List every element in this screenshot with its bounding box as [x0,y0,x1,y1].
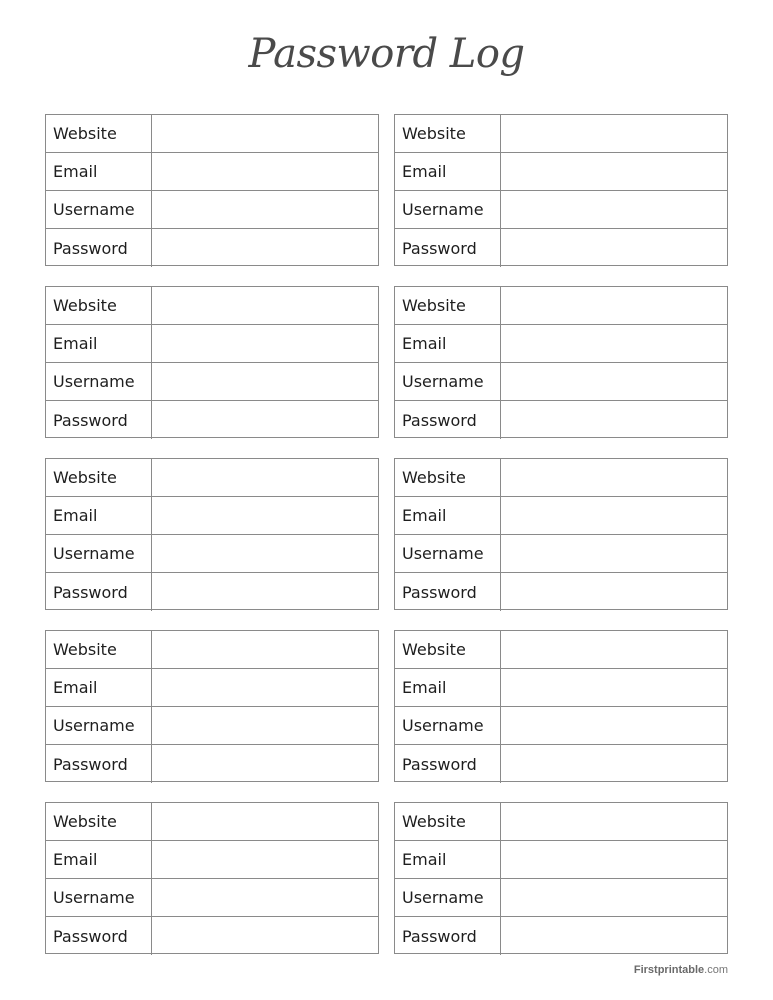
entry-card-8 [394,630,728,782]
row-username [395,535,727,573]
username-field[interactable] [152,879,378,916]
email-label: Email [395,669,501,706]
website-field[interactable] [152,631,378,668]
row-password [46,229,378,267]
email-label: Email [395,497,501,534]
email-label: Email [395,153,501,190]
username-label: Username [46,535,152,572]
username-label: Username [395,535,501,572]
entry-card-5 [45,458,379,610]
website-label: Website [395,287,501,324]
row-email [46,669,378,707]
password-field[interactable] [501,573,727,611]
row-email [395,669,727,707]
row-email [395,841,727,879]
entry-card-2 [394,114,728,266]
username-field[interactable] [501,191,727,228]
entry-card-7 [45,630,379,782]
email-label: Email [395,841,501,878]
row-password [395,573,727,611]
row-password [46,745,378,783]
email-field[interactable] [152,669,378,706]
row-website [46,115,378,153]
website-label: Website [46,459,152,496]
row-username [46,363,378,401]
email-field[interactable] [501,325,727,362]
row-password [46,573,378,611]
row-password [395,229,727,267]
password-field[interactable] [152,229,378,267]
website-field[interactable] [501,803,727,840]
website-label: Website [395,115,501,152]
email-label: Email [46,497,152,534]
entry-card-10 [394,802,728,954]
entry-card-3 [45,286,379,438]
password-label: Password [395,229,501,267]
username-label: Username [395,191,501,228]
brand-footer [634,964,728,976]
password-label: Password [395,573,501,611]
password-label: Password [46,745,152,783]
username-label: Username [46,707,152,744]
username-field[interactable] [152,363,378,400]
row-username [46,535,378,573]
row-website [395,459,727,497]
brand-name: Firstprintable [633,964,705,976]
email-label: Email [46,325,152,362]
email-label: Email [46,841,152,878]
email-field[interactable] [501,669,727,706]
password-label: Password [46,573,152,611]
password-field[interactable] [501,917,727,955]
row-email [46,841,378,879]
username-label: Username [46,363,152,400]
website-label: Website [46,631,152,668]
website-field[interactable] [501,115,727,152]
username-field[interactable] [152,191,378,228]
website-field[interactable] [152,803,378,840]
row-website [46,287,378,325]
username-field[interactable] [152,535,378,572]
website-field[interactable] [152,459,378,496]
email-field[interactable] [152,325,378,362]
row-username [46,707,378,745]
website-field[interactable] [501,459,727,496]
email-field[interactable] [152,153,378,190]
username-field[interactable] [152,707,378,744]
row-website [395,115,727,153]
row-email [46,153,378,191]
brand-domain: .com [704,964,728,976]
email-label: Email [46,153,152,190]
password-label: Password [395,401,501,439]
username-label: Username [395,879,501,916]
username-field[interactable] [501,363,727,400]
password-field[interactable] [501,745,727,783]
website-field[interactable] [152,287,378,324]
password-field[interactable] [152,917,378,955]
website-field[interactable] [501,287,727,324]
email-field[interactable] [501,497,727,534]
row-password [46,401,378,439]
row-email [46,325,378,363]
password-label: Password [46,917,152,955]
email-label: Email [395,325,501,362]
email-field[interactable] [501,153,727,190]
entry-card-6 [394,458,728,610]
password-field[interactable] [152,745,378,783]
row-username [395,191,727,229]
username-field[interactable] [501,879,727,916]
row-username [46,191,378,229]
row-password [395,917,727,955]
website-label: Website [46,115,152,152]
row-username [395,363,727,401]
website-label: Website [46,803,152,840]
email-field[interactable] [501,841,727,878]
password-label: Password [46,229,152,267]
entry-card-4 [394,286,728,438]
row-website [46,631,378,669]
row-email [395,153,727,191]
entry-card-9 [45,802,379,954]
website-label: Website [395,803,501,840]
row-password [395,745,727,783]
entry-card-1 [45,114,379,266]
password-field[interactable] [152,401,378,439]
website-label: Website [395,631,501,668]
website-field[interactable] [501,631,727,668]
username-label: Username [46,191,152,228]
password-field[interactable] [152,573,378,611]
website-label: Website [46,287,152,324]
username-label: Username [395,363,501,400]
row-email [395,325,727,363]
website-label: Website [395,459,501,496]
row-email [395,497,727,535]
password-field[interactable] [501,401,727,439]
password-log-grid [45,114,728,954]
row-website [395,287,727,325]
row-email [46,497,378,535]
row-website [46,803,378,841]
email-field[interactable] [152,497,378,534]
email-label: Email [46,669,152,706]
row-website [395,803,727,841]
row-password [395,401,727,439]
password-label: Password [46,401,152,439]
password-label: Password [395,917,501,955]
row-password [46,917,378,955]
username-field[interactable] [501,535,727,572]
password-field[interactable] [501,229,727,267]
row-website [46,459,378,497]
email-field[interactable] [152,841,378,878]
website-field[interactable] [152,115,378,152]
username-label: Username [46,879,152,916]
row-username [46,879,378,917]
row-website [395,631,727,669]
row-username [395,707,727,745]
password-label: Password [395,745,501,783]
username-field[interactable] [501,707,727,744]
page-title: Password Log [248,31,525,77]
row-username [395,879,727,917]
username-label: Username [395,707,501,744]
